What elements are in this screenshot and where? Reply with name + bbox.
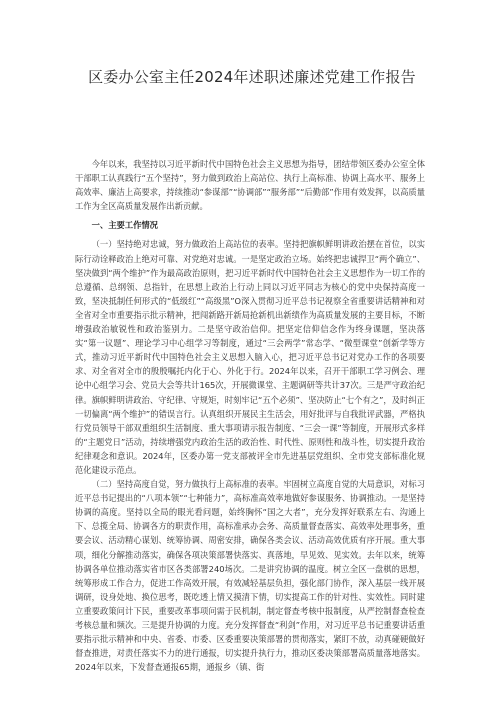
paragraph-political-loyalty: （一）坚持绝对忠诚，努力做政治上高站位的表率。坚持把旗帜鲜明讲政治摆在首位，以实际行动诠释政治上绝对可靠、对党绝对忠诚。一是坚定政治立场。始终把忠诚捍卫“两个确立”、坚决做到“两个维护”作为最高政治原则，把习近平新时代中国特色社会主义思想作为一切工作的总遵循、总纲领、总指针，在思想上政治上行动上同以习近平同志为核心的党中央保持高度一致，坚决抵制任何形式的“低级红”“高级黑”O深入贯彻习近平总书记视察全省重要讲话精神和对全省对全市重要指示批示精神，把闯新路开新局抢新机出新绩作为高质量发展的主要目标，不断增强政治敏锐性和政治鉴别力。二是坚守政治信仰。把坚定信仰信念作为终身课题，坚决落实“第一议题”、理论学习中心组学习等制度，通过“三会两学”常态学、“微型课堂”创新学等方式，推动习近平新时代中国特色社会主义思想入脑入心，把习近平总书记对党办工作的各项要求、对全省对全市的殷殷嘱托内化于心、外化于行。2024年以来，召开干部职工学习例会、理论中心组学习会、党员大会等共计165次，开展微课堂、主题调研等共计37次。三是严守政治纪律。旗帜鲜明讲政治、守纪律、守规矩，时刻牢记“五个必须”、坚决防止“七个有之”，及时纠正一切偏离“两个维护”的错误言行。认真组织开展民主生活会，用好批评与自我批评武器，严格执行党员领导干部双重组织生活制度、重大事项请示报告制度、“三会一课”等制度，开展形式多样的“主题党日”活动，持续增强党内政治生活的政治性、时代性、原则性和战斗性，切实提升政治纪律观念和意识。2024年，区委办第一党支部被评全市先进基层党组织、全市党支部标准化规范化建设示范点。 <box>75 239 425 475</box>
intro-paragraph: 今年以来，我坚持以习近平新时代中国特色社会主义思想为指导，团结带领区委办公室全体干部职工认真践行“五个坚持”，努力做到政治上高站位、执行上高标准、协调上高水平、服务上高效率、廉洁上高要求，持续推动“参谋部”“协调部”“服务部”“后勤部”作用有效发挥，以高质量工作为全区高质量发展作出新贡献。 <box>75 159 425 212</box>
section-heading-main-work: 一、主要工作情况 <box>91 220 158 231</box>
paragraph-high-standard-execution: （二）坚持高度自觉，努力做执行上高标准的表率。牢固树立高度自觉的大局意识，对标习近平总书记提出的“八项本领”“七种能力”，高标准高效率地做好参谋服务、协调推动。一是坚持协调的高度。坚持以全局的眼光看问题，始终胸怀“国之大者”，充分发挥好联系左右、沟通上下、总揽全局、协调各方的职责作用，高标准承办会务、高质量督查落实、高效率处理事务，重要会议、活动精心谋划、统筹协调、周密安排，确保各类会议、活动高效优质有序开展。重大事项，细化分解推动落实，确保各项决策部署快落实、真落地，早见效、见实效。去年以来，统筹协调各单位推动落实省市区各类部署240场次。二是讲究协调的温度。树立全区一盘棋的思想，统筹形成工作合力，促进工作高效开展，有效减轻基层负担，强化部门协作，深入基层一线开展调研，设身处地、换位思考，既吃透上情又摸清下情，切实提高工作的针对性、实效性。同时建立重要政策问计下民，重要改革事项问需于民机制，制定督查考核中报制度，从严控制督查检查考核总量和频次。三是提升协调的力度。充分发挥督查“利剑”作用，对习近平总书记重要讲话重要指示批示精神和中央、省委、市委、区委重要决策部署的贯彻落实，紧盯不放，动真碰硬做好督查推进，对责任落实不力的进行通报，切实提升执行力，推动区委决策部署高质量落地落实。2024年以来，下发督查通报65期，通报乡（镇、街 <box>75 479 425 673</box>
document-body <box>75 157 425 674</box>
document-title: 区委办公室主任2024年述职述廉述党建工作报告 <box>88 68 416 86</box>
